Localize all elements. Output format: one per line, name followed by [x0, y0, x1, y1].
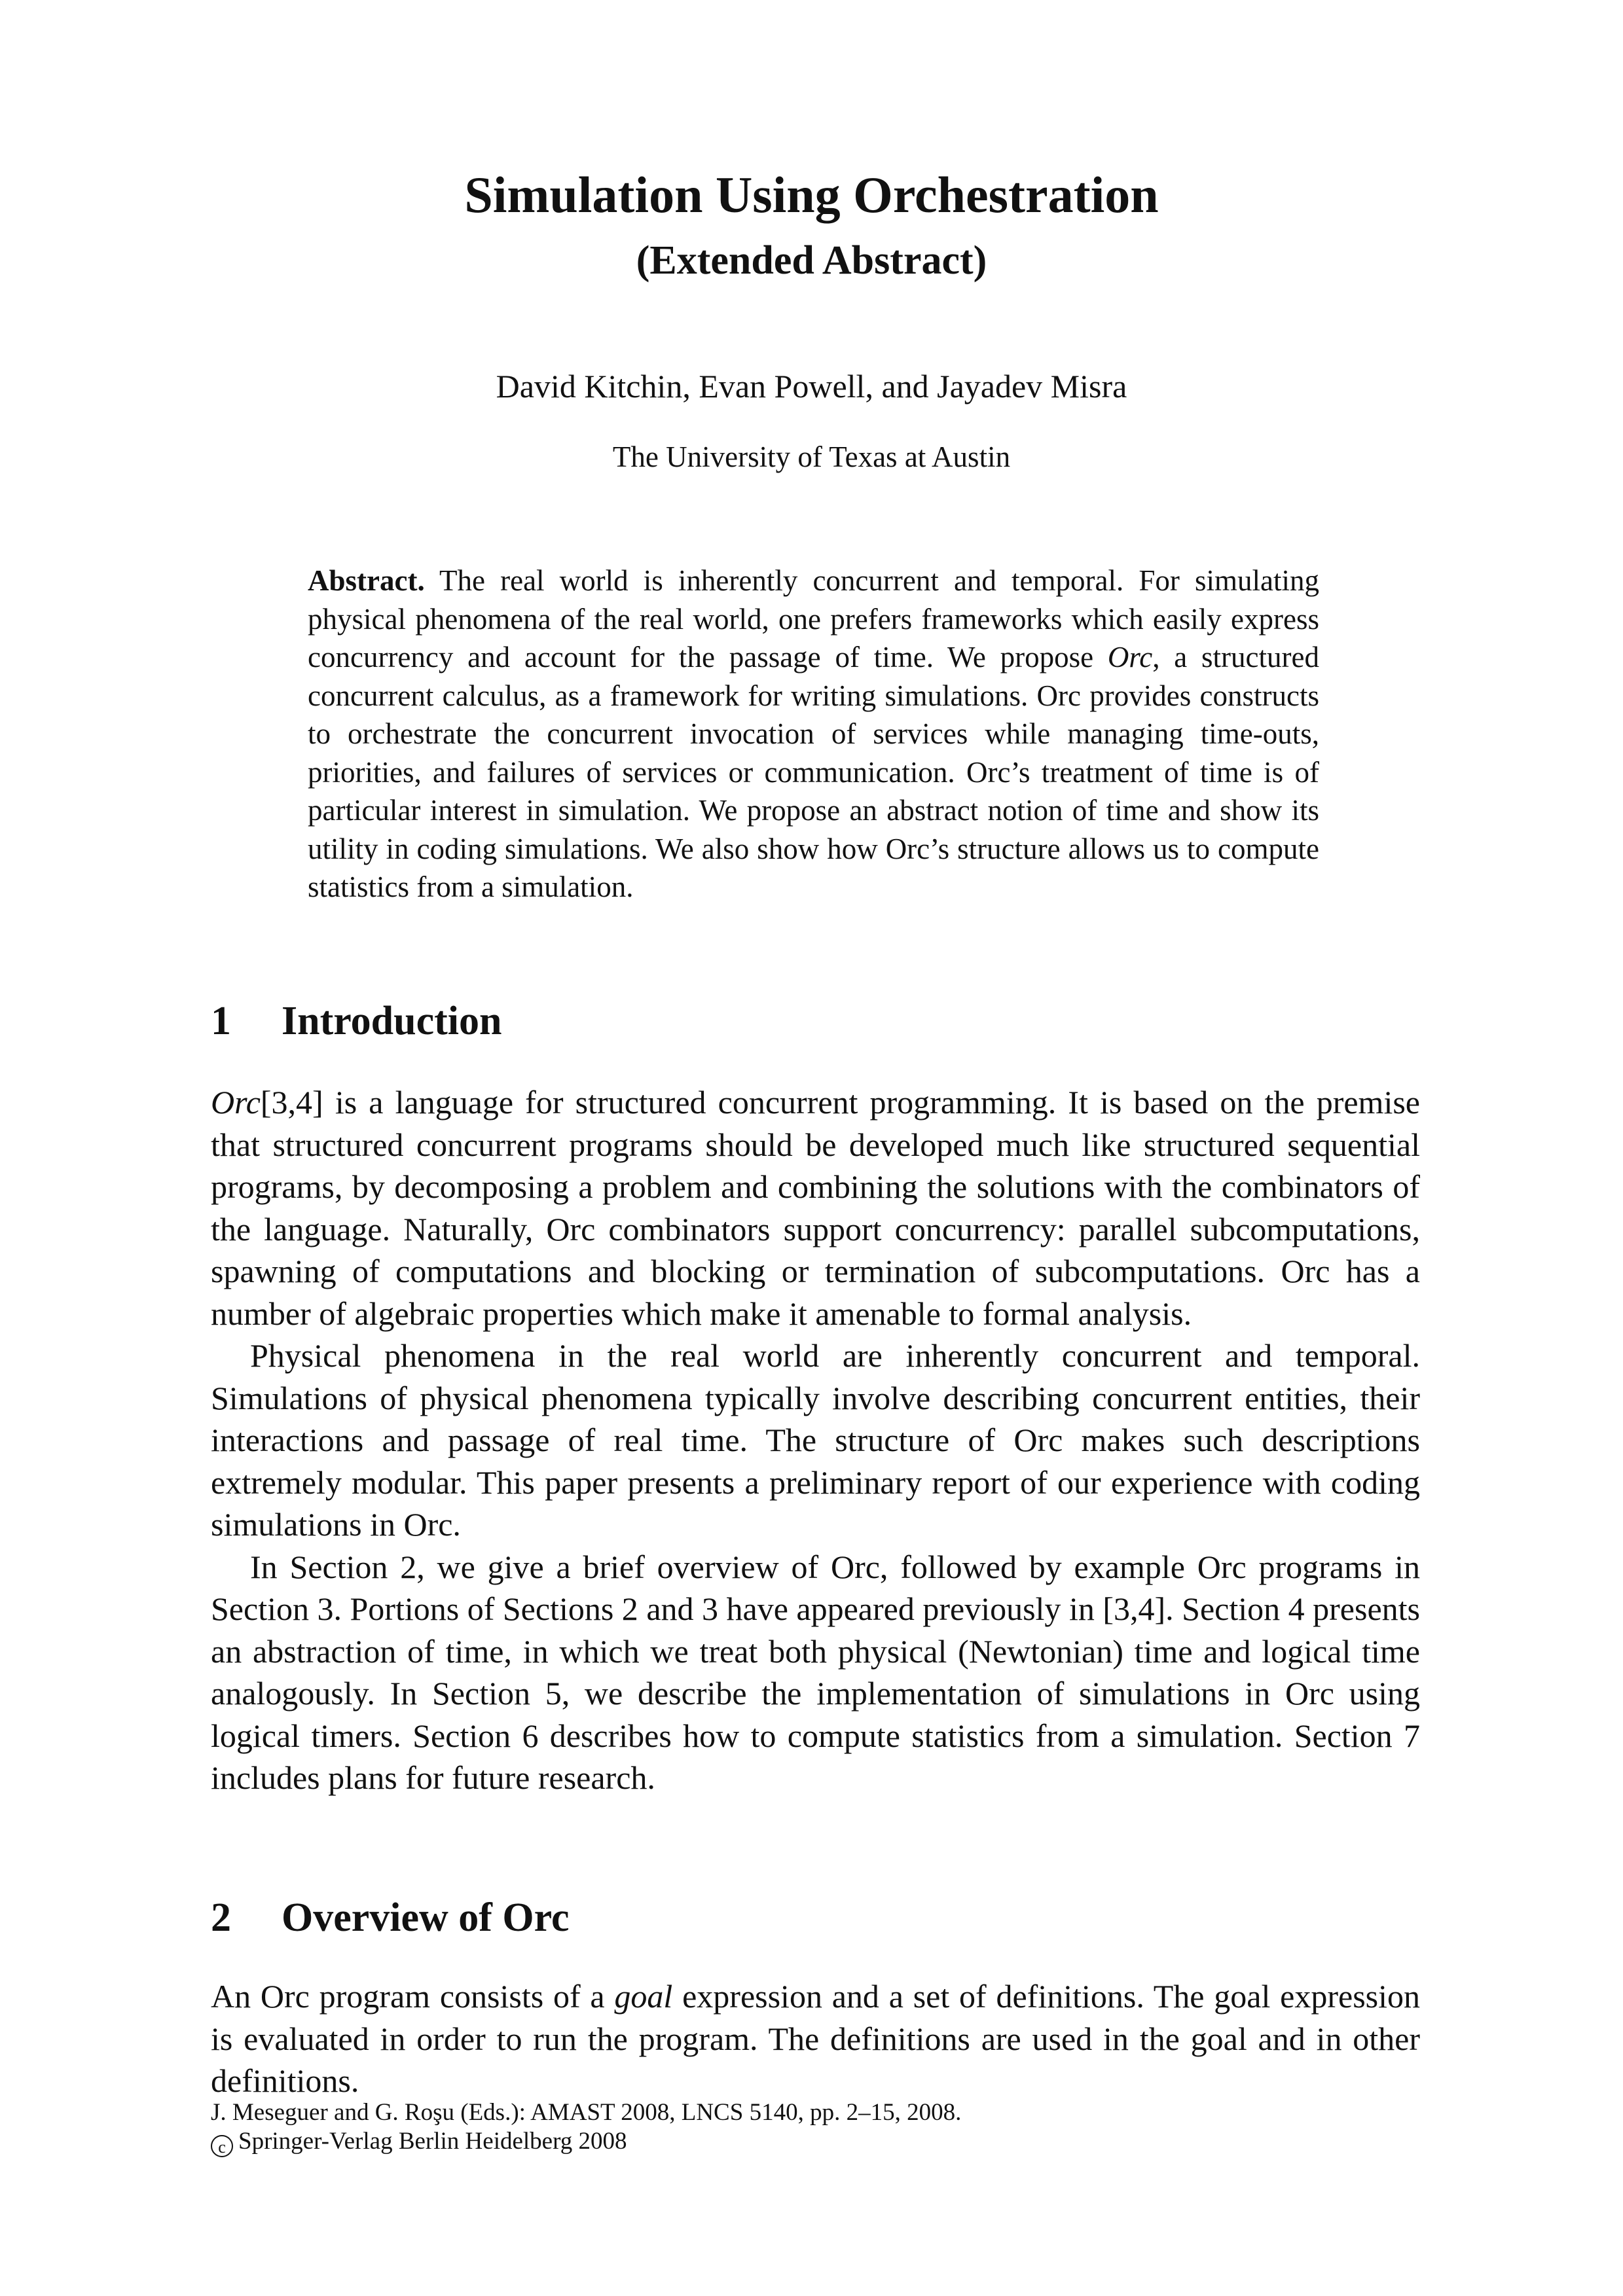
footer-line-2	[211, 2127, 961, 2157]
section-body-overview	[211, 1975, 1420, 2102]
section-title: Overview of Orc	[282, 1895, 570, 1940]
abstract-emphasis: Orc	[1107, 641, 1153, 673]
paragraph-text-after: expression and a set of definitions. The goal expression is evaluated in order to run the program. The definitions are used in the goal and in other definitions.	[211, 1978, 1421, 2099]
abstract-label: Abstract.	[308, 564, 425, 597]
paragraph: Physical phenomena in the real world are inherently concurrent and temporal. Simulations of physical phenomena typically involve describing concurrent entities, their interactions and passage of real time. The structure of Orc makes such descriptions extremely modular. This paper presents a preliminary report of our experience with coding simulations in Orc.	[211, 1337, 1420, 1543]
section-heading-overview	[211, 1892, 570, 1944]
section-number: 2	[211, 1895, 231, 1940]
footer-citation	[211, 2098, 961, 2157]
goal-emphasis: goal	[614, 1978, 673, 2015]
footer-line-1: J. Meseguer and G. Roşu (Eds.): AMAST 2008, LNCS 5140, pp. 2–15, 2008.	[211, 2099, 962, 2126]
section-body-introduction	[211, 1081, 1420, 1799]
section-number: 1	[211, 999, 231, 1043]
affiliation: The University of Texas at Austin	[612, 440, 1011, 473]
paragraph	[211, 1975, 1420, 2102]
paper-subtitle: (Extended Abstract)	[636, 238, 987, 283]
footer-publisher: Springer-Verlag Berlin Heidelberg 2008	[238, 2128, 627, 2155]
orc-emphasis: Orc	[211, 1084, 261, 1121]
abstract-text-before: The real world is inherently concurrent and temporal. For simulating physical phenomena of the real world, one prefers frameworks which easily express concurrency and account for the passage of time. We propose	[308, 564, 1319, 673]
copyright-icon: c	[211, 2135, 233, 2157]
abstract	[308, 562, 1319, 906]
paragraph: In Section 2, we give a brief overview of Orc, followed by example Orc programs in Section 3. Portions of Sections 2 and 3 have appeared previously in [3,4]. Section 4 presents an abstraction of time, in which we treat both physical (Newtonian) time and logical time analogously. In Section 5, we describe the implementation of simulations in Orc using logical timers. Section 6 describes how to compute statistics from a simulation. Section 7 includes plans for future research.	[211, 1548, 1420, 1796]
abstract-text-after: , a structured concurrent calculus, as a framework for writing simulations. Orc provides constructs to orchestrate the concurrent invocation of services while managing time-outs, priorities, and failures of services or communication. Orc’s treatment of time is of particular interest in simulation. We propose an abstract notion of time and show its utility in coding simulations. We also show how Orc’s structure allows us to compute statistics from a simulation.	[308, 641, 1319, 903]
paper-title: Simulation Using Orchestration	[464, 166, 1159, 223]
author-list: David Kitchin, Evan Powell, and Jayadev Misra	[496, 368, 1127, 404]
paragraph-text-before: An Orc program consists of a	[211, 1978, 615, 2015]
section-title: Introduction	[282, 999, 502, 1043]
paragraph	[211, 1081, 1420, 1335]
paragraph-text: [3,4] is a language for structured concurrent programming. It is based on the premise that structured concurrent programs should be developed much like structured sequential programs, by decomposing a problem and combining the solutions with the combinators of the language. Naturally, Orc combinators support concurrency: parallel subcomputations, spawning of computations and blocking or termination of subcomputations. Orc has a number of algebraic properties which make it amenable to formal analysis.	[211, 1084, 1420, 1332]
section-heading-introduction	[211, 995, 502, 1047]
